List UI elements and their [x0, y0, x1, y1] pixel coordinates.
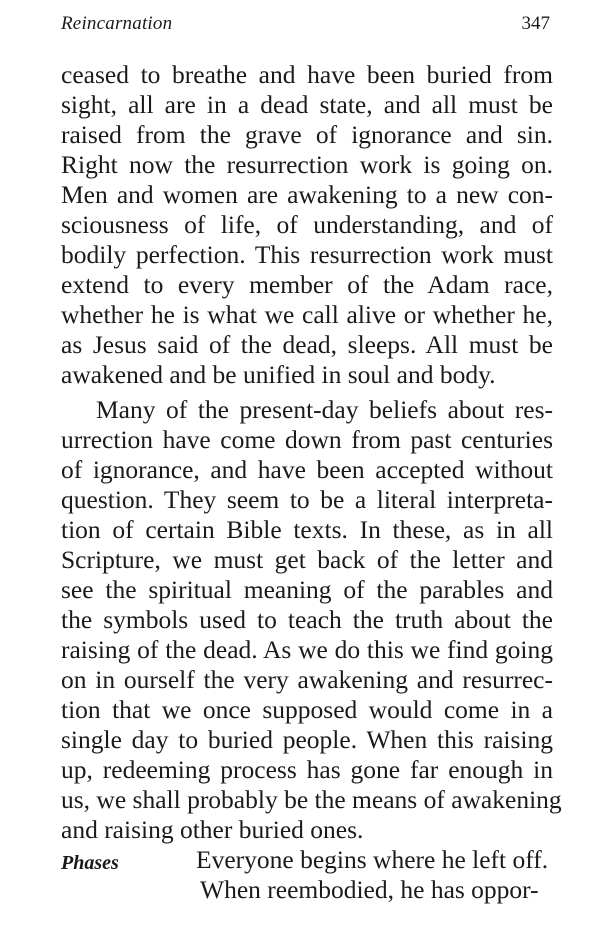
text-line: raised from the grave of ignorance and sin. [61, 120, 553, 149]
text-line: as Jesus said of the dead, sleeps. All must be [61, 330, 553, 359]
text-line: extend to every member of the Adam race, [61, 270, 553, 299]
text-line: sciousness of life, of understanding, and of [61, 210, 553, 239]
text-line: the symbols used to teach the truth about the [61, 605, 553, 634]
text-line: us, we shall probably be the means of awakening [61, 785, 562, 814]
text-line: whether he is what we call alive or whether he, [61, 300, 553, 329]
text-line: sight, all are in a dead state, and all must be [61, 90, 553, 119]
text-line: Right now the resurrection work is going on. [61, 150, 553, 179]
text-line: tion that we once supposed would come in a [61, 695, 553, 724]
text-line: urrection have come down from past centuries [61, 425, 553, 454]
text-line: ceased to breathe and have been buried from [61, 60, 553, 89]
text-line: of ignorance, and have been accepted without [61, 455, 553, 484]
text-line: up, redeeming process has gone far enough in [61, 755, 553, 784]
text-line: Men and women are awakening to a new con- [61, 180, 553, 209]
text-line: and raising other buried ones. [61, 815, 364, 844]
text-line: on in ourself the very awakening and resurrec- [61, 665, 553, 694]
text-line: Scripture, we must get back of the letter and [61, 545, 553, 574]
text-line: Many of the present-day beliefs about res- [96, 395, 553, 424]
text-line: Everyone begins where he left off. [196, 845, 549, 874]
text-line: question. They seem to be a literal interpreta- [61, 485, 553, 514]
text-line: raising of the dead. As we do this we find going [61, 635, 553, 664]
side-heading: Phases [61, 852, 119, 874]
text-line: single day to buried people. When this raising [61, 725, 553, 754]
text-line: tion of certain Bible texts. In these, as in all [61, 515, 553, 544]
text-line: awakened and be unified in soul and body. [61, 360, 496, 389]
text-line: see the spiritual meaning of the parables and [61, 575, 553, 604]
text-line: When reembodied, he has oppor- [200, 875, 539, 904]
text-line: bodily perfection. This resurrection work must [61, 240, 553, 269]
page-number: 347 [521, 13, 550, 34]
running-head: Reincarnation [61, 13, 173, 34]
